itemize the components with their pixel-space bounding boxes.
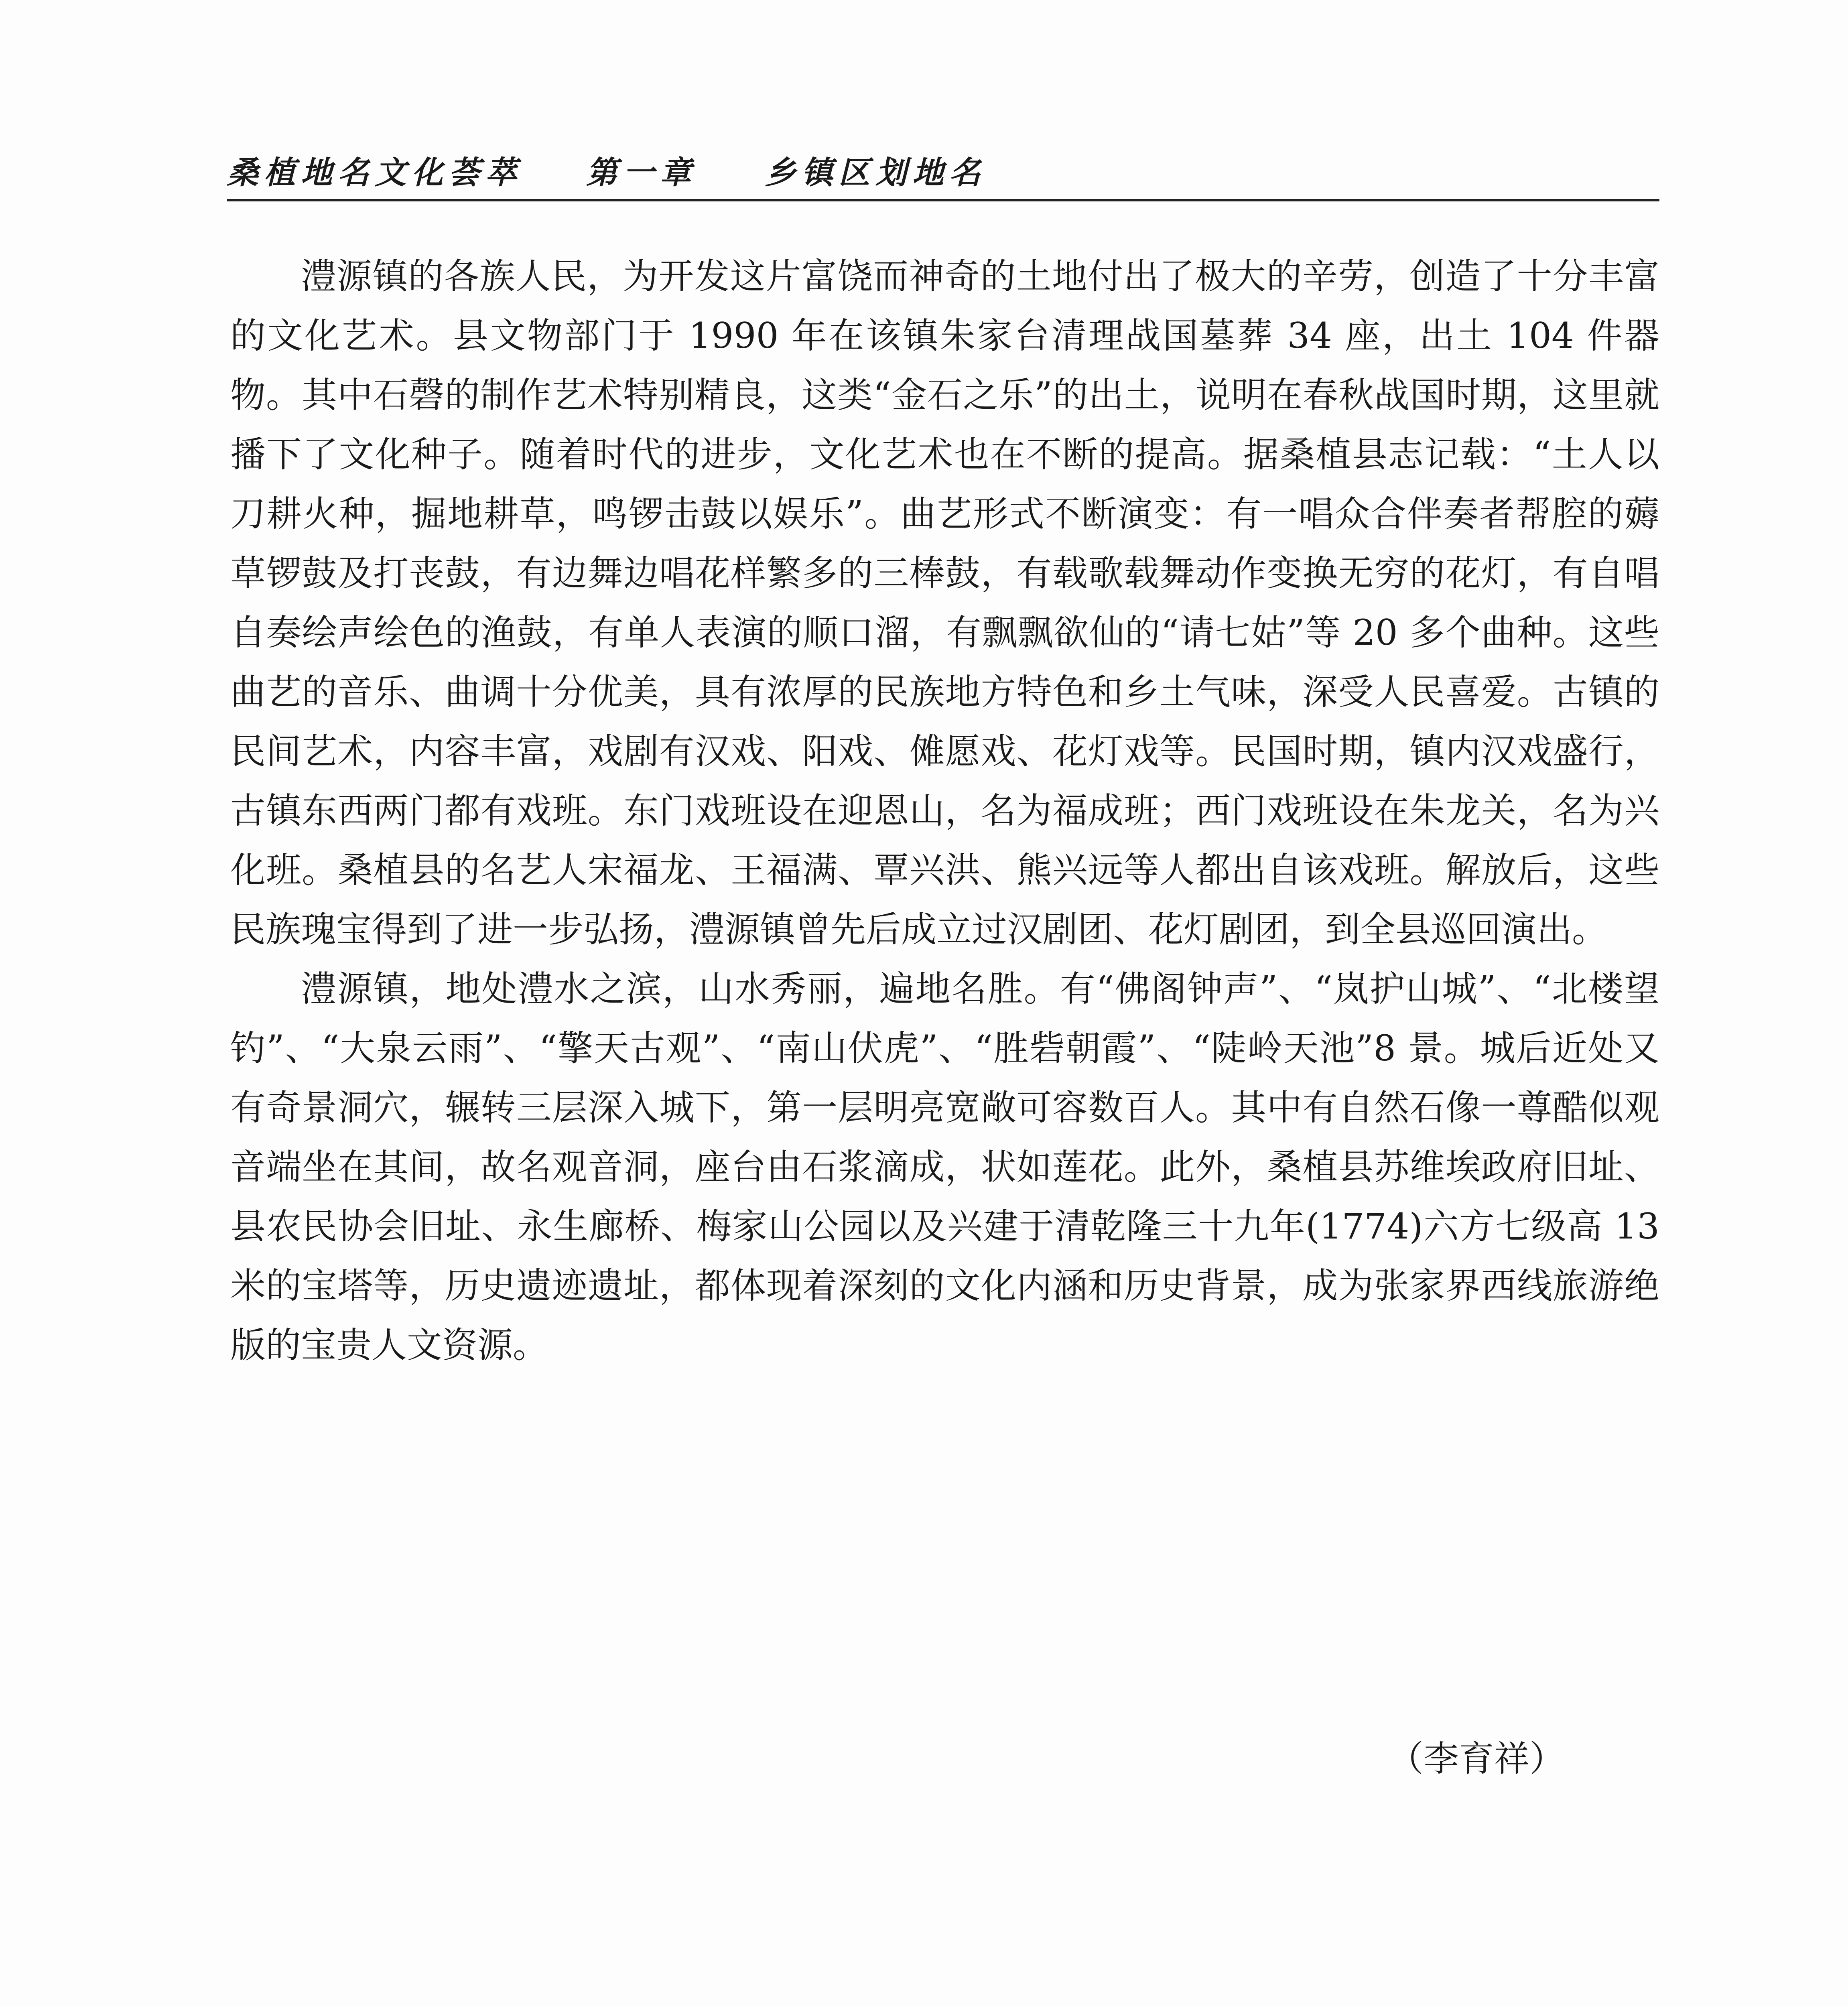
running-header <box>227 148 1659 193</box>
chapter-label: 第一章 <box>586 155 697 191</box>
section-title: 乡镇区划地名 <box>765 155 987 191</box>
header-divider <box>227 199 1659 201</box>
author-credit: （李育祥） <box>1388 1738 1565 1779</box>
paragraph-scenery: 澧源镇，地处澧水之滨，山水秀丽，遍地名胜。有“佛阁钟声”、“岚护山城”、“北楼望钓”、“大泉云雨”、“擎天古观”、“南山伏虎”、“胜砦朝霞”、“陡岭天池”8 景。城后近处又有奇景洞穴，辗转三层深入城下，第一层明亮宽敞可容数百人。其中有自然石像一尊酷似观音端坐在其间，故名观音洞，座台由石浆滴成，状如莲花。此外，桑植县苏维埃政府旧址、县农民协会旧址、永生廊桥、梅家山公园以及兴建于清乾隆三十九年(1774)六方七级高 13 米的宝塔等，历史遗迹遗址，都体现着深刻的文化内涵和历史背景，成为张家界西线旅游绝版的宝贵人文资源。 <box>230 968 1659 1366</box>
paragraph-culture: 澧源镇的各族人民，为开发这片富饶而神奇的土地付出了极大的辛劳，创造了十分丰富的文化艺术。县文物部门于 1990 年在该镇朱家台清理战国墓葬 34 座，出土 104 件器物。其中石磬的制作艺术特别精良，这类“金石之乐”的出土，说明在春秋战国时期，这里就播下了文化种子。随着时代的进步，文化艺术也在不断的提高。据桑植县志记载：“土人以刀耕火种，掘地耕草，鸣锣击鼓以娱乐”。曲艺形式不断演变：有一唱众合伴奏者帮腔的薅草锣鼓及打丧鼓，有边舞边唱花样繁多的三棒鼓，有载歌载舞动作变换无穷的花灯，有自唱自奏绘声绘色的渔鼓，有单人表演的顺口溜，有飘飘欲仙的“请七姑”等 20 多个曲种。这些曲艺的音乐、曲调十分优美，具有浓厚的民族地方特色和乡土气味，深受人民喜爱。古镇的民间艺术，内容丰富，戏剧有汉戏、阳戏、傩愿戏、花灯戏等。民国时期，镇内汉戏盛行，古镇东西两门都有戏班。东门戏班设在迎恩山，名为福成班；西门戏班设在朱龙关，名为兴化班。桑植县的名艺人宋福龙、王福满、覃兴洪、熊兴远等人都出自该戏班。解放后，这些民族瑰宝得到了进一步弘扬，澧源镇曾先后成立过汉剧团、花灯剧团，到全县巡回演出。 <box>230 256 1659 950</box>
book-title: 桑植地名文化荟萃 <box>227 155 523 191</box>
article-body <box>230 247 1659 1375</box>
